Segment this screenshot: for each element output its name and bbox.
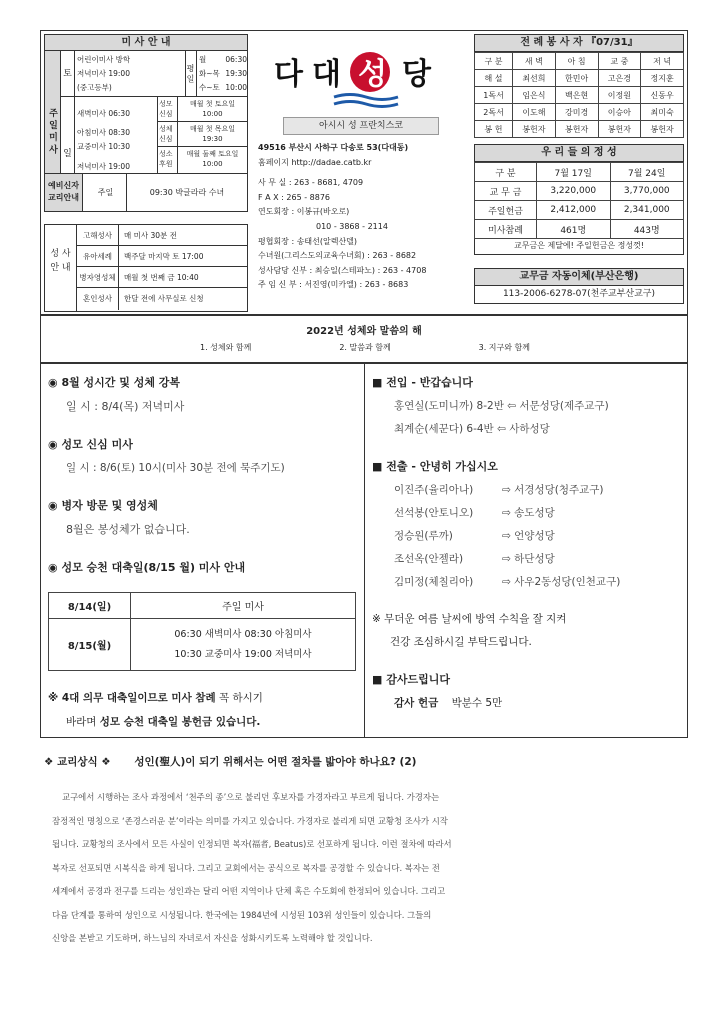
assumption-mass-table	[48, 592, 356, 671]
special-row: 성소 후원 매월 둘째 토요일 10:00	[158, 147, 247, 173]
left-news	[48, 374, 358, 575]
table-row: 해 설 최선희 한민아 고은경 정지훈	[475, 70, 684, 87]
svg-text:당: 당	[402, 57, 431, 92]
square-bullet-icon: ■	[372, 673, 387, 686]
church-office: 사 무 실 : 263 - 8681, 4709	[258, 178, 364, 188]
list-item: 정승원(루까) ⇨ 언양성당	[394, 530, 555, 542]
sat-row: (중고등부)	[77, 83, 112, 92]
sacraments-guide	[44, 224, 248, 312]
sun-row: 새벽미사 06:30	[77, 109, 130, 118]
transfer-title: 교무금 자동이체(부산은행)	[474, 268, 684, 286]
news-body: 일 시 : 8/6(토) 10시(미사 30분 전에 묵주기도)	[66, 462, 285, 474]
offering-panel	[474, 144, 684, 255]
news-item: ◉ 성모 승천 대축일(8/15 월) 미사 안내	[48, 561, 246, 574]
special-row: 성체 신심 매월 첫 목요일 19:30	[158, 122, 247, 147]
table-row: 8/14(일) 주일 미사	[49, 593, 356, 619]
sun-label: 일	[61, 97, 75, 211]
juil-label: 주 일 미 사	[45, 51, 61, 211]
notice: ※ 무더운 여름 날씨에 방역 수칙을 잘 지켜 건강 조심하시길 부탁드립니다.	[372, 613, 567, 648]
list-item: 이진주(율리아나) ⇨ 서경성당(청주교구)	[394, 484, 604, 496]
catechism-line: 다음 단계를 통하여 성인으로 시성됩니다. 한국에는 1984년에 시성된 103위 성인들이 있습니다. 그들의	[52, 909, 432, 920]
sat-row: 어린이미사 방학	[77, 55, 131, 64]
catechism-line: 신앙을 본받고 기도하며, 하느님의 자녀로서 자신을 성화시키도록 노력해야 할 것입니다.	[52, 933, 373, 943]
list-item: 최계순(세꾼다) 6-4반 ⇦ 사하성당	[394, 423, 550, 435]
church-info	[258, 141, 468, 293]
weekday-row: 화~목 19:30	[199, 69, 247, 78]
square-bullet-icon: ■	[372, 376, 387, 389]
sun-row: 교중미사 10:30	[77, 142, 130, 151]
table-row: 2독서 이도해 강미경 이승아 최미숙	[475, 104, 684, 121]
special-masses	[157, 97, 247, 173]
mass-guide	[44, 34, 248, 212]
mass-guide-title: 미 사 안 내	[45, 35, 247, 51]
church-logo	[272, 42, 452, 112]
square-bullet-icon: ■	[372, 460, 387, 473]
svg-text:대: 대	[312, 57, 341, 92]
church-assistant: 성사담당 신부 : 최승일(스테파노) : 263 - 4708	[258, 265, 427, 275]
weekday-row: 수~토 10:00	[199, 83, 247, 92]
patron-badge: 아시시 성 프란치스코	[283, 117, 439, 135]
catechism-line: 복자로 선포되면 시복식을 하게 됩니다. 그리고 교회에서는 공식으로 복자를 공경할 수 있습니다. 복자는 전	[52, 862, 440, 873]
servers-header-row	[475, 53, 684, 70]
sacrament-row: 유아세례 백주달 마지막 토 17:00	[77, 246, 247, 267]
offering-title: 우 리 들 의 정 성	[474, 144, 684, 162]
bullet-icon: ◉	[48, 376, 62, 389]
bullet-icon: ◉	[48, 438, 62, 451]
theme-item: 2. 말씀과 함께	[339, 343, 391, 352]
catechism-line: 잠정적인 명칭으로 ‘존경스러운 분’이라는 의미를 가지고 있습니다. 가경자로 불리게 되면 교황청 조사가 시작	[52, 815, 448, 826]
header-cell: 새 벽	[513, 53, 556, 70]
diamond-icon: ❖	[97, 756, 115, 768]
table-row: 8/15(월) 06:30 새벽미사 08:30 아침미사 10:30 교중미사 19:00 저녁미사	[49, 619, 356, 671]
sun-rows	[77, 101, 169, 180]
servers-title: 전 례 봉 사 자 『07/31』	[474, 34, 684, 52]
table-row: 1독서 임은식 백은현 이정원 신동우	[475, 87, 684, 104]
news-divider	[364, 363, 365, 738]
thanks-title: ■ 감사드립니다	[372, 673, 450, 686]
catechism-line: 됩니다. 교황청의 조사에서 모든 사실이 인정되면 복자(福者, Beatus)로 선포하게 됩니다. 이런 절차에 따라서	[52, 839, 452, 849]
church-president: 평협회장 : 송태선(알렉산델)	[258, 236, 358, 246]
offering-header-row: 구 분 7월 17일 7월 24일	[475, 163, 684, 182]
catechumen-time: 09:30 박글라라 수녀	[149, 188, 225, 197]
list-item: 조선옥(안젤라) ⇨ 하단성당	[394, 553, 555, 565]
special-row: 성모 신심 매월 첫 토요일 10:00	[158, 97, 247, 122]
sacraments-rows	[77, 225, 247, 310]
bullet-icon: ◉	[48, 499, 62, 512]
transfer-in-title: ■ 전입 - 반갑습니다	[372, 376, 473, 389]
weekday-rows	[199, 53, 247, 95]
church-council-phone: 010 - 3868 - 2114	[316, 221, 388, 231]
weekday-label: 평 일	[185, 51, 197, 97]
right-news	[372, 374, 684, 710]
sun-row: 저녁미사 19:00	[77, 162, 130, 171]
offering-note: 교무금은 제달에! 주일헌금은 정성껏!	[474, 239, 684, 255]
news-body: 8월은 봉성체가 없습니다.	[66, 523, 190, 536]
transfer-out-title: ■ 전출 - 안녕히 가십시오	[372, 460, 498, 473]
catechism-body	[52, 786, 686, 951]
list-item: 김미정(체칠리아) ⇨ 사우2동성당(인천교구)	[394, 576, 621, 588]
assumption-note: ※ 4대 의무 대축일이므로 미사 참례 꼭 하시기 바라며 성모 승천 대축일 봉헌금 있습니다.	[48, 692, 263, 728]
servers-table	[474, 52, 684, 138]
catechumen-day: 주일	[85, 174, 127, 211]
church-address: 49516 부산시 사하구 다송로 53(다대동)	[258, 143, 409, 152]
church-pastor: 주 임 신 부 : 서진영(미카엘) : 263 - 8683	[258, 280, 409, 290]
sacraments-label: 성 사 안 내	[45, 225, 77, 311]
thanks-row: 감사 헌금 박분수 5만	[394, 697, 503, 709]
weekday-row: 월 06:30	[199, 55, 247, 64]
header-cell: 구 분	[475, 53, 513, 70]
header-cell: 교 중	[598, 53, 641, 70]
church-fax: F A X : 265 - 8876	[258, 192, 331, 202]
svg-text:성: 성	[358, 57, 387, 92]
theme-item: 1. 성체와 함께	[200, 343, 252, 352]
bullet-icon: ◉	[48, 561, 62, 574]
transfer-account: 113-2006-6278-07(천주교부산교구)	[474, 286, 684, 304]
news-body: 일 시 : 8/4(목) 저녁미사	[66, 400, 185, 413]
sat-row: 저녁미사 19:00	[77, 69, 130, 78]
table-row: 미사참례 461명 443명	[475, 220, 684, 239]
news-item: ◉ 8월 성시간 및 성체 강복	[48, 376, 181, 389]
diamond-icon: ❖	[44, 756, 58, 768]
church-council: 연도회장 : 이봉규(바오로)	[258, 207, 350, 217]
list-item: 선석봉(안토니오) ⇨ 송도성당	[394, 507, 555, 519]
list-item: 홍연실(도미니까) 8-2반 ⇦ 서문성당(제주교구)	[394, 400, 609, 412]
catechism-header: ❖ 교리상식 ❖ 성인(聖人)이 되기 위해서는 어떤 절차를 밟아야 하나요? (2)	[44, 756, 417, 768]
sacrament-row: 혼인성사 한달 전에 사무실로 신청	[77, 288, 247, 310]
servers-panel	[474, 34, 684, 138]
header-cell: 저 녁	[641, 53, 684, 70]
table-row: 봉 헌 봉헌자 봉헌자 봉헌자 봉헌자	[475, 121, 684, 138]
header-cell: 아 침	[555, 53, 598, 70]
table-row: 교 무 금 3,220,000 3,770,000	[475, 182, 684, 201]
catechism-line: 교구에서 시행하는 조사 과정에서 ‘천주의 종’으로 불리던 후보자를 가경자라고 부르게 됩니다. 가경자는	[62, 792, 440, 802]
catechumen-label: 예비신자 교리안내	[45, 174, 83, 211]
church-logo-graphic	[272, 42, 452, 112]
theme-title: 2022년 성체와 말씀의 해	[306, 326, 422, 337]
transfer-panel	[474, 268, 684, 304]
theme-item: 3. 지구와 함께	[478, 343, 530, 352]
offering-table	[474, 162, 684, 239]
news-item: ◉ 성모 신심 미사	[48, 438, 133, 451]
sacrament-row: 병자영성체 매월 첫 번째 금 10:40	[77, 267, 247, 288]
sat-rows	[77, 53, 197, 95]
sun-row: 아침미사 08:30	[77, 128, 130, 137]
news-item: ◉ 병자 방문 및 영성체	[48, 499, 158, 512]
sacrament-row: 고해성사 매 미사 30분 전	[77, 225, 247, 246]
table-row: 주일헌금 2,412,000 2,341,000	[475, 201, 684, 220]
sat-label: 토	[61, 51, 75, 97]
church-convent: 수녀원(그리스도의교육수녀회) : 263 - 8682	[258, 251, 417, 261]
church-homepage[interactable]: 홈페이지 http://dadae.catb.kr	[258, 157, 372, 167]
catechism-line: 세계에서 공경과 전구를 드리는 성인과는 달리 어떤 지역이나 단체 혹은 수도회에 한정되어 있습니다. 그리고	[52, 886, 446, 896]
svg-text:다: 다	[274, 57, 303, 92]
theme-items	[200, 342, 530, 353]
